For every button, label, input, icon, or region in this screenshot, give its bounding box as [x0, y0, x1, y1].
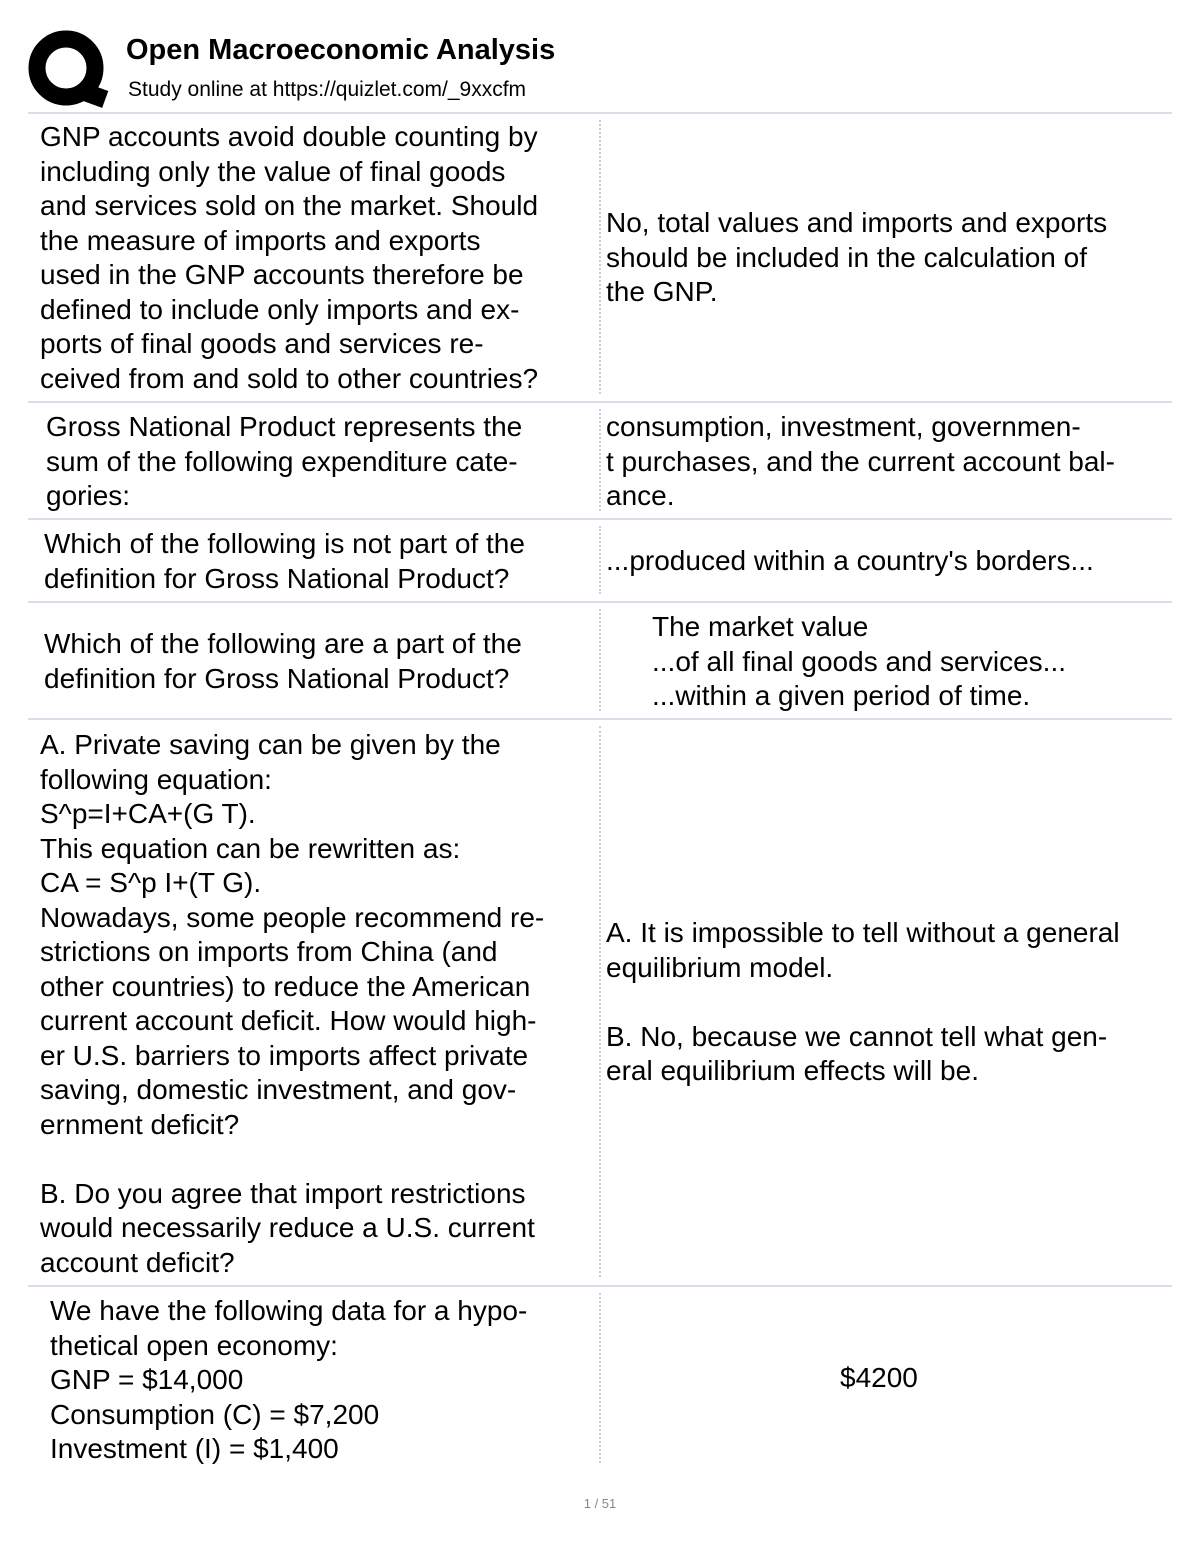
card-definition: consumption, investment, governmen- t purchases, and the current account bal- ance. [606, 411, 1115, 511]
card-term: We have the following data for a hypo- thetical open economy: GNP = $14,000 Consumption (C) = $7,200 Investment (I) = $1,400 [50, 1295, 528, 1464]
column-separator [599, 120, 601, 394]
flashcard-row [28, 603, 1172, 717]
flashcard-row [28, 720, 1172, 1283]
card-definition: The market value ...of all final goods and services... ...within a given period of time. [652, 611, 1066, 711]
quizlet-logo-icon [28, 30, 110, 112]
page-header [28, 28, 1178, 108]
card-term: A. Private saving can be given by the following equation: S^p=I+CA+(G T). This equation can be rewritten as: CA = S^p I+(T G). Nowadays, some people recommend re- strictions on imports from China (and other countries) to reduce the American current account deficit. How would high- er U.S. barriers to imports affect private saving, domestic investment, and gov- ernment deficit? B. Do you agree that import restrictions would necessarily reduce a U.S. current account deficit? [40, 729, 545, 1278]
page-title: Open Macroeconomic Analysis [126, 34, 556, 66]
column-separator [599, 609, 601, 711]
flashcard-row [28, 114, 1172, 400]
card-term: Which of the following are a part of the definition for Gross National Product? [44, 628, 522, 694]
column-separator [599, 409, 601, 511]
page-number: 1 / 51 [583, 1496, 617, 1511]
card-definition: No, total values and imports and exports should be included in the calculation of the GNP. [606, 207, 1108, 307]
flashcard-row [28, 1287, 1172, 1469]
card-term: Gross National Product represents the sum of the following expenditure cate- gories: [46, 411, 523, 511]
column-separator [599, 1293, 601, 1463]
study-link-text: Study online at https://quizlet.com/_9xxcfm [128, 78, 527, 101]
card-definition: A. It is impossible to tell without a general equilibrium model. B. No, because we cannot tell what gen- eral equilibrium effects will be. [606, 917, 1120, 1086]
column-separator [599, 726, 601, 1277]
card-term: GNP accounts avoid double counting by including only the value of final goods and services sold on the market. Should the measure of imports and exports used in the GNP accounts therefore be defined to include only imports and ex- ports of final goods and services re- ceived from and sold to other countries? [40, 121, 539, 394]
flashcard-row [28, 520, 1172, 600]
card-definition: $4200 [840, 1362, 918, 1393]
card-term: Which of the following is not part of the definition for Gross National Product? [44, 528, 525, 594]
flashcard-row [28, 403, 1172, 517]
card-definition: ...produced within a country's borders... [606, 545, 1094, 576]
column-separator [599, 526, 601, 594]
